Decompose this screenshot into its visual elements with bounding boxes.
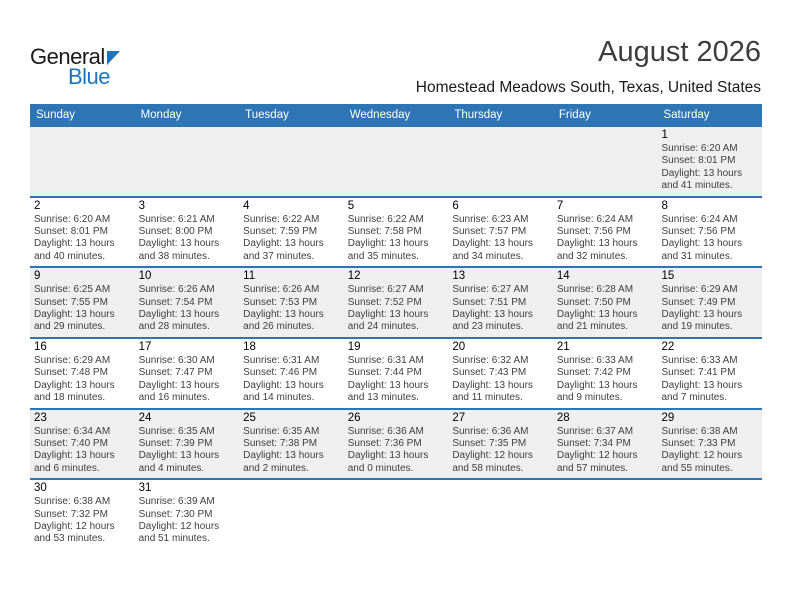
day-info-line: Daylight: 13 hours: [243, 309, 324, 321]
day-number: 24: [138, 411, 152, 424]
day-info-line: and 14 minutes.: [243, 392, 315, 404]
day-info-line: Sunrise: 6:33 AM: [556, 354, 634, 366]
day-number: 9: [34, 270, 41, 283]
day-info-line: Daylight: 13 hours: [556, 379, 638, 391]
day-cell-19: [344, 339, 449, 408]
day-info-line: Sunset: 7:58 PM: [347, 226, 422, 238]
day-info-line: Sunset: 7:51 PM: [452, 296, 527, 308]
day-cell-11: [239, 268, 344, 337]
day-info-line: Sunset: 7:56 PM: [661, 226, 736, 238]
day-cell-5: [344, 198, 449, 267]
day-info-line: Daylight: 13 hours: [34, 450, 115, 462]
day-info-line: Daylight: 12 hours: [138, 520, 220, 532]
day-cell-23: [30, 410, 135, 479]
day-info-line: Daylight: 12 hours: [661, 450, 743, 462]
day-info-line: Sunrise: 6:39 AM: [138, 496, 215, 508]
day-info-line: and 13 minutes.: [347, 392, 419, 404]
day-info-line: and 38 minutes.: [138, 250, 210, 262]
day-info-line: Daylight: 13 hours: [661, 379, 743, 391]
day-number: 17: [138, 340, 152, 353]
week-row: [30, 337, 762, 408]
day-info-line: Sunrise: 6:21 AM: [138, 213, 215, 225]
empty-day-cell: [657, 480, 762, 549]
day-info-line: Sunrise: 6:33 AM: [661, 354, 738, 366]
day-number: 21: [556, 340, 570, 353]
day-info-line: and 7 minutes.: [661, 392, 728, 404]
week-row: [30, 408, 762, 479]
day-cell-3: [135, 198, 240, 267]
page-title: August 2026: [598, 36, 761, 68]
day-info-line: and 0 minutes.: [347, 462, 414, 474]
day-info-line: Sunrise: 6:34 AM: [34, 425, 111, 437]
day-info-line: Sunrise: 6:29 AM: [661, 284, 738, 296]
weekday-header-row: [30, 104, 762, 125]
day-info-line: Daylight: 13 hours: [347, 379, 429, 391]
day-info-line: and 28 minutes.: [138, 321, 210, 333]
weekday-header-thursday: Thursday: [454, 108, 503, 121]
day-info-line: Sunset: 7:38 PM: [243, 437, 318, 449]
day-info-line: Sunrise: 6:37 AM: [556, 425, 634, 437]
day-info-line: Daylight: 13 hours: [556, 309, 638, 321]
day-info-line: Sunset: 7:50 PM: [556, 296, 631, 308]
day-info-line: Sunrise: 6:30 AM: [138, 354, 215, 366]
day-info-line: Sunset: 7:40 PM: [34, 437, 108, 449]
day-number: 23: [34, 411, 47, 424]
day-info-line: and 9 minutes.: [556, 392, 623, 404]
day-cell-10: [135, 268, 240, 337]
day-info-line: Daylight: 13 hours: [661, 167, 743, 179]
day-number: 4: [243, 199, 250, 212]
day-info-line: Sunrise: 6:26 AM: [243, 284, 320, 296]
day-info-line: Sunset: 8:00 PM: [138, 226, 213, 238]
day-cell-26: [344, 410, 449, 479]
day-cell-7: [553, 198, 658, 267]
day-info-line: Sunset: 7:59 PM: [243, 226, 318, 238]
day-cell-14: [553, 268, 658, 337]
day-number: 18: [243, 340, 256, 353]
day-info-line: Sunset: 7:33 PM: [661, 437, 736, 449]
day-cell-17: [135, 339, 240, 408]
day-number: 10: [138, 270, 152, 283]
day-info-line: and 31 minutes.: [661, 250, 733, 262]
day-info-line: Sunset: 7:56 PM: [556, 226, 631, 238]
weekday-header-saturday: Saturday: [663, 108, 710, 121]
day-number: 2: [34, 199, 41, 212]
day-number: 14: [556, 270, 570, 283]
weekday-header-sunday: Sunday: [36, 108, 76, 121]
day-info-line: Daylight: 13 hours: [452, 238, 533, 250]
logo-text-general: General: [30, 44, 105, 69]
logo-text-blue: Blue: [68, 64, 111, 89]
day-info-line: Daylight: 13 hours: [138, 238, 220, 250]
day-info-line: Daylight: 12 hours: [452, 450, 533, 462]
day-info-line: Sunset: 7:36 PM: [347, 437, 422, 449]
day-info-line: and 34 minutes.: [452, 250, 524, 262]
empty-day-cell: [448, 480, 553, 549]
day-info-line: Sunset: 7:42 PM: [556, 367, 631, 379]
week-row: [30, 478, 762, 549]
day-info-line: and 23 minutes.: [452, 321, 524, 333]
day-cell-21: [553, 339, 658, 408]
day-info-line: Sunset: 7:57 PM: [452, 226, 527, 238]
day-info-line: Sunset: 7:44 PM: [347, 367, 422, 379]
day-info-line: Sunrise: 6:26 AM: [138, 284, 215, 296]
day-info-line: Daylight: 13 hours: [138, 309, 220, 321]
empty-day-cell: [553, 480, 658, 549]
day-info-line: and 37 minutes.: [243, 250, 315, 262]
day-number: 29: [661, 411, 675, 424]
day-info-line: Daylight: 13 hours: [138, 379, 220, 391]
day-info-line: Sunrise: 6:36 AM: [347, 425, 424, 437]
day-number: 28: [556, 411, 570, 424]
day-info-line: Daylight: 13 hours: [452, 379, 533, 391]
day-info-line: Sunrise: 6:28 AM: [556, 284, 634, 296]
day-info-line: Daylight: 12 hours: [34, 520, 115, 532]
day-info-line: and 58 minutes.: [452, 462, 524, 474]
day-info-line: and 29 minutes.: [34, 321, 106, 333]
day-number: 16: [34, 340, 47, 353]
day-info-line: Sunrise: 6:24 AM: [661, 213, 738, 225]
day-cell-20: [448, 339, 553, 408]
day-info-line: Sunrise: 6:32 AM: [452, 354, 529, 366]
day-info-line: Sunset: 7:52 PM: [347, 296, 422, 308]
day-info-line: and 35 minutes.: [347, 250, 419, 262]
day-info-line: Daylight: 13 hours: [243, 450, 324, 462]
day-info-line: and 11 minutes.: [452, 392, 523, 404]
day-info-line: and 6 minutes.: [34, 462, 100, 474]
day-info-line: Sunrise: 6:27 AM: [347, 284, 424, 296]
day-info-line: Sunrise: 6:31 AM: [243, 354, 320, 366]
day-info-line: Sunrise: 6:27 AM: [452, 284, 529, 296]
day-info-line: Sunset: 7:54 PM: [138, 296, 213, 308]
weekday-header-tuesday: Tuesday: [245, 108, 289, 121]
empty-day-cell: [239, 127, 344, 196]
day-info-line: Sunrise: 6:24 AM: [556, 213, 634, 225]
day-info-line: Sunset: 7:49 PM: [661, 296, 736, 308]
day-cell-27: [448, 410, 553, 479]
empty-day-cell: [553, 127, 658, 196]
day-cell-16: [30, 339, 135, 408]
day-info-line: Daylight: 13 hours: [661, 309, 743, 321]
day-number: 22: [661, 340, 675, 353]
day-info-line: Sunrise: 6:35 AM: [243, 425, 320, 437]
day-info-line: Sunrise: 6:38 AM: [661, 425, 738, 437]
day-cell-31: [135, 480, 240, 549]
day-number: 27: [452, 411, 466, 424]
day-info-line: Sunset: 7:53 PM: [243, 296, 318, 308]
day-cell-30: [30, 480, 135, 549]
day-number: 11: [243, 270, 256, 283]
day-info-line: Daylight: 13 hours: [34, 238, 115, 250]
day-info-line: Sunset: 7:34 PM: [556, 437, 631, 449]
day-info-line: Sunset: 7:30 PM: [138, 508, 213, 520]
day-info-line: Sunset: 7:48 PM: [34, 367, 108, 379]
day-cell-18: [239, 339, 344, 408]
day-info-line: and 51 minutes.: [138, 533, 210, 545]
empty-day-cell: [30, 127, 135, 196]
empty-day-cell: [239, 480, 344, 549]
day-info-line: Daylight: 13 hours: [452, 309, 533, 321]
day-info-line: Sunset: 8:01 PM: [661, 155, 736, 167]
day-info-line: Sunset: 8:01 PM: [34, 226, 108, 238]
day-number: 8: [661, 199, 668, 212]
weekday-header-monday: Monday: [140, 108, 182, 121]
calendar-grid: [30, 125, 762, 549]
day-info-line: Sunrise: 6:29 AM: [34, 354, 111, 366]
day-info-line: Sunrise: 6:22 AM: [243, 213, 320, 225]
week-row: [30, 196, 762, 267]
day-cell-1: [657, 127, 762, 196]
day-info-line: Sunrise: 6:20 AM: [661, 143, 738, 154]
day-cell-15: [657, 268, 762, 337]
day-info-line: Sunrise: 6:22 AM: [347, 213, 424, 225]
day-info-line: Sunrise: 6:31 AM: [347, 354, 424, 366]
day-info-line: Daylight: 13 hours: [347, 450, 429, 462]
empty-day-cell: [448, 127, 553, 196]
day-cell-4: [239, 198, 344, 267]
week-row: [30, 125, 762, 196]
day-cell-24: [135, 410, 240, 479]
day-info-line: and 53 minutes.: [34, 533, 106, 545]
weekday-header-wednesday: Wednesday: [349, 108, 411, 121]
day-number: 7: [556, 199, 564, 212]
day-info-line: Sunrise: 6:25 AM: [34, 284, 111, 296]
day-info-line: Daylight: 13 hours: [661, 238, 743, 250]
day-number: 31: [138, 482, 152, 495]
empty-day-cell: [344, 127, 449, 196]
day-info-line: Sunset: 7:35 PM: [452, 437, 527, 449]
day-info-line: Daylight: 13 hours: [138, 450, 220, 462]
day-info-line: and 32 minutes.: [556, 250, 629, 262]
week-row: [30, 266, 762, 337]
day-info-line: Daylight: 12 hours: [556, 450, 638, 462]
day-info-line: and 41 minutes.: [661, 180, 733, 192]
day-info-line: and 18 minutes.: [34, 392, 106, 404]
day-cell-25: [239, 410, 344, 479]
day-info-line: Sunset: 7:43 PM: [452, 367, 527, 379]
day-number: 25: [243, 411, 256, 424]
logo-triangle-icon: [107, 51, 120, 65]
day-cell-13: [448, 268, 553, 337]
day-cell-2: [30, 198, 135, 267]
day-info-line: Sunset: 7:47 PM: [138, 367, 213, 379]
day-cell-28: [553, 410, 658, 479]
day-info-line: and 55 minutes.: [661, 462, 733, 474]
day-info-line: Daylight: 13 hours: [34, 309, 115, 321]
day-number: 13: [452, 270, 466, 283]
day-info-line: Sunset: 7:55 PM: [34, 296, 108, 308]
day-info-line: Daylight: 13 hours: [243, 238, 324, 250]
day-number: 6: [452, 199, 459, 212]
day-cell-9: [30, 268, 135, 337]
day-number: 26: [347, 411, 361, 424]
day-number: 15: [661, 270, 675, 283]
general-blue-logo: [30, 44, 120, 90]
day-cell-12: [344, 268, 449, 337]
day-number: 1: [661, 129, 668, 141]
day-info-line: and 2 minutes.: [243, 462, 309, 474]
location-subtitle: Homestead Meadows South, Texas, United States: [415, 79, 761, 96]
day-info-line: Sunrise: 6:23 AM: [452, 213, 529, 225]
day-number: 30: [34, 482, 47, 495]
day-info-line: Sunset: 7:32 PM: [34, 508, 108, 520]
day-info-line: and 24 minutes.: [347, 321, 419, 333]
day-info-line: Daylight: 13 hours: [347, 238, 429, 250]
day-cell-22: [657, 339, 762, 408]
day-cell-6: [448, 198, 553, 267]
day-info-line: Sunrise: 6:38 AM: [34, 496, 111, 508]
day-number: 12: [347, 270, 361, 283]
day-info-line: and 40 minutes.: [34, 250, 106, 262]
calendar-table: [30, 104, 762, 549]
day-info-line: and 21 minutes.: [556, 321, 629, 333]
day-info-line: Daylight: 13 hours: [556, 238, 638, 250]
empty-day-cell: [135, 127, 240, 196]
day-info-line: Sunrise: 6:35 AM: [138, 425, 215, 437]
day-number: 3: [138, 199, 145, 212]
weekday-header-friday: Friday: [558, 108, 591, 121]
day-info-line: and 4 minutes.: [138, 462, 205, 474]
day-info-line: Sunset: 7:46 PM: [243, 367, 318, 379]
day-info-line: and 57 minutes.: [556, 462, 629, 474]
day-cell-29: [657, 410, 762, 479]
day-info-line: Sunset: 7:39 PM: [138, 437, 213, 449]
day-info-line: Daylight: 13 hours: [347, 309, 429, 321]
day-info-line: Daylight: 13 hours: [34, 379, 115, 391]
day-number: 19: [347, 340, 361, 353]
day-info-line: and 16 minutes.: [138, 392, 210, 404]
day-info-line: Sunset: 7:41 PM: [661, 367, 736, 379]
day-info-line: Sunrise: 6:36 AM: [452, 425, 529, 437]
day-cell-8: [657, 198, 762, 267]
day-info-line: Daylight: 13 hours: [243, 379, 324, 391]
day-info-line: and 19 minutes.: [661, 321, 733, 333]
day-number: 5: [347, 199, 355, 212]
day-info-line: Sunrise: 6:20 AM: [34, 213, 111, 225]
day-info-line: and 26 minutes.: [243, 321, 315, 333]
empty-day-cell: [344, 480, 449, 549]
day-number: 20: [452, 340, 466, 353]
